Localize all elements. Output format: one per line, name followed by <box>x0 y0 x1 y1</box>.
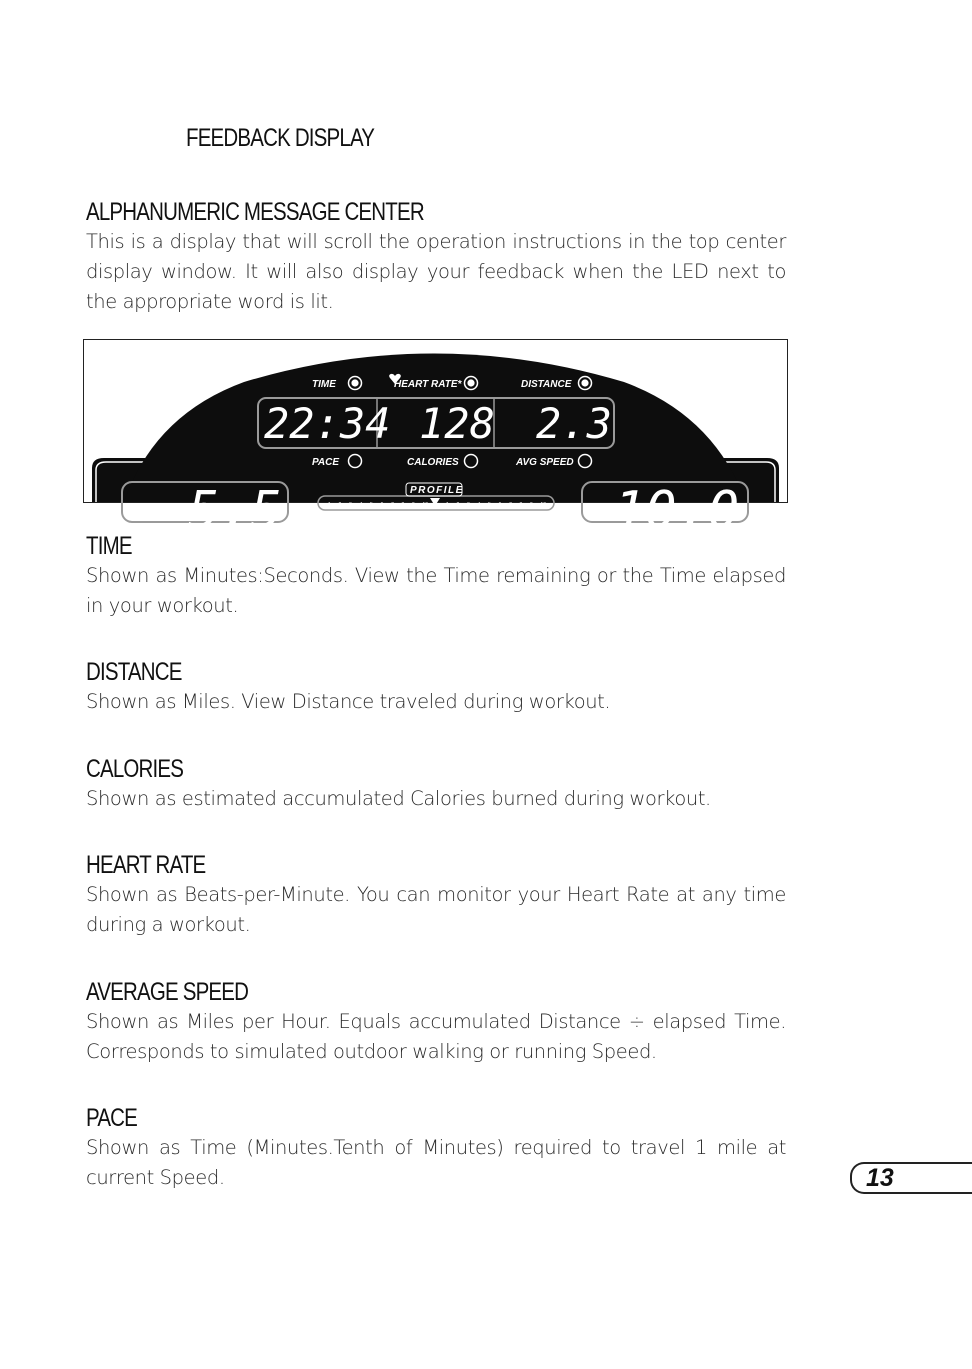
readout-heart-rate: 128 <box>419 399 495 448</box>
profile-scale-number: 9 <box>412 502 415 508</box>
profile-scale-number: 4 <box>359 502 363 508</box>
profile-scale-number: 7 <box>391 502 394 508</box>
profile-scale-number: 8 <box>519 502 523 508</box>
section-title: HEART RATE <box>86 851 206 879</box>
section-alphanumeric-message-center <box>86 197 786 317</box>
label-pace: PACE <box>312 457 340 468</box>
section-body: Shown as Miles per Hour. Equals accumulated Distance ÷ elapsed Time. Corresponds to simulated outdoor walking or running Speed. <box>86 1010 786 1063</box>
led-distance-lit <box>581 379 588 386</box>
profile-scale-number: 1 <box>328 502 331 508</box>
section-calories <box>86 754 786 814</box>
profile-label: PROFILE <box>410 485 464 496</box>
console-illustration <box>84 340 787 541</box>
profile-scale-number: 3 <box>467 502 470 508</box>
profile-scale-number: 4 <box>477 502 481 508</box>
profile-scale-number: 5 <box>370 502 373 508</box>
profile-scale-number: 5 <box>488 502 491 508</box>
section-body: This is a display that will scroll the operation instructions in the top center display window. It will also display your feedback when the LED next to the appropriate word is lit. <box>86 230 786 313</box>
section-pace <box>86 1103 786 1193</box>
profile-scale-number: 6 <box>498 502 502 508</box>
section-title: DISTANCE <box>86 658 182 686</box>
profile-scale-number: 9 <box>530 502 533 508</box>
section-body: Shown as Time (Minutes.Tenth of Minutes) required to travel 1 mile at current Speed. <box>86 1136 786 1189</box>
led-time-lit <box>351 379 358 386</box>
profile-scale-number: 7 <box>509 502 512 508</box>
section-body: Shown as Miles. View Distance traveled during workout. <box>86 690 611 713</box>
profile-scale-number: 2 <box>456 502 460 508</box>
section-heart-rate <box>86 850 786 940</box>
profile-scale-number: 10 <box>540 502 547 508</box>
page-heading: FEEDBACK DISPLAY <box>186 124 375 152</box>
profile-scale-number: 8 <box>401 502 405 508</box>
profile-scale-number: 10 <box>422 502 429 508</box>
page-number: 13 <box>866 1164 894 1192</box>
section-title: ALPHANUMERIC MESSAGE CENTER <box>86 198 424 226</box>
readout-distance: 2.3 <box>536 399 612 448</box>
page-number-tab <box>850 1162 954 1192</box>
label-avg-speed: AVG SPEED <box>516 457 574 468</box>
readout-time: 22:34 <box>264 399 391 448</box>
section-title: PACE <box>86 1104 138 1132</box>
section-title: AVERAGE SPEED <box>86 978 249 1006</box>
left-window-digits: 5.5 <box>188 481 282 541</box>
feedback-console-figure <box>83 339 788 541</box>
label-heart-rate: HEART RATE* <box>394 379 462 390</box>
right-window-digits: 10.0 <box>614 481 740 541</box>
section-distance <box>86 657 786 717</box>
section-time <box>86 531 786 621</box>
profile-scale-number: 1 <box>446 502 449 508</box>
section-title: TIME <box>86 532 132 560</box>
section-average-speed <box>86 977 786 1067</box>
section-body: Shown as Minutes:Seconds. View the Time remaining or the Time elapsed in your workout. <box>86 564 786 617</box>
profile-scale-number: 2 <box>338 502 342 508</box>
profile-scale-number: 3 <box>349 502 352 508</box>
profile-scale-number: 6 <box>380 502 384 508</box>
label-time: TIME <box>312 379 336 390</box>
profile-scale <box>328 502 546 508</box>
section-body: Shown as Beats-per-Minute. You can monitor your Heart Rate at any time during a workout. <box>86 883 786 936</box>
led-heart-rate-lit <box>467 379 474 386</box>
label-distance: DISTANCE <box>521 379 572 390</box>
section-title: CALORIES <box>86 755 184 783</box>
label-calories: CALORIES <box>407 457 459 468</box>
section-body: Shown as estimated accumulated Calories burned during workout. <box>86 787 711 810</box>
